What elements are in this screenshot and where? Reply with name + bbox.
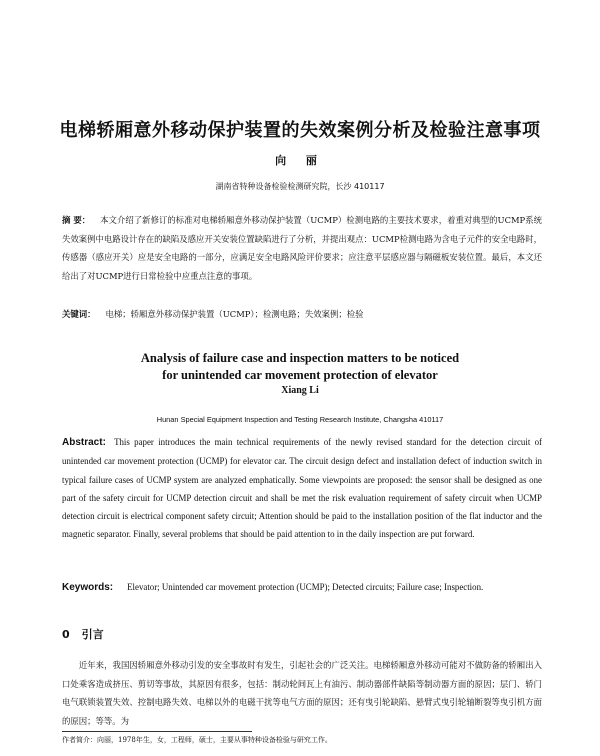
author-footnote: 作者简介：向丽，1978年生，女，工程师，硕士，主要从事特种设备检验与研究工作。 (62, 736, 332, 744)
keywords-english (62, 579, 542, 596)
keywords-english-label: Keywords: (62, 582, 114, 593)
abstract-chinese-label: 摘 要： (62, 215, 91, 225)
keywords-chinese-label: 关键词： (62, 309, 96, 319)
keywords-english-text: Elevator; Unintended car movement protection (UCMP); Detected circuits; Failure case; Inspection. (127, 582, 484, 592)
abstract-english-label: Abstract: (62, 437, 106, 448)
affiliation-english: Hunan Special Equipment Inspection and Testing Research Institute, Changsha 410117 (156, 415, 444, 424)
section-heading-introduction (62, 626, 104, 642)
abstract-english-text: This paper introduces the main technical requirements of the newly revised standard for the detection circuit of unintended car movement protection (UCMP) for elevator car. The circuit design defect and installation defect of induction switch in typical failure cases of UCMP system are analyzed emphatically. Some viewpoints are proposed: the sensor shall be designed as one part of the safety circuit for UCMP detection circuit and shall be met the risk evaluation requirement of safety circuit when UCMP detection circuit is electrical component safety circuit; Attention should be paid to the installation position of the flat inductor and the magnetic separator. Finally, several problems that should be paid attention to in the daily inspection are put forward. (62, 437, 542, 540)
keywords-chinese (62, 306, 542, 322)
keywords-chinese-text: 电梯；轿厢意外移动保护装置（UCMP）；检测电路；失效案例；检验 (105, 309, 364, 319)
affiliation-chinese: 湖南省特种设备检验检测研究院，长沙 410117 (215, 182, 385, 191)
abstract-chinese (62, 211, 542, 285)
section-number: 0 (62, 628, 70, 641)
abstract-english (62, 433, 542, 544)
footnote-divider (62, 731, 252, 732)
abstract-chinese-text: 本文介绍了新修订的标准对电梯轿厢意外移动保护装置（UCMP）检测电路的主要技术要求，着重对典型的UCMP系统失效案例中电路设计存在的缺陷及感应开关安装位置缺陷进行了分析，并提出观点：UCMP检测电路为含电子元件的安全电路时，传感器（感应开关）应是安全电路的一部分，应满足安全电路风险评价要求；应注意平层感应器与隔磁板安装位置。最后，本文还给出了对UCMP进行日常检验中应重点注意的事项。 (62, 215, 542, 281)
body-paragraph-text: 近年来，我国因轿厢意外移动引发的安全事故时有发生，引起社会的广泛关注。电梯轿厢意外移动可能对不做防备的轿厢出入口处乘客造成挤压、剪切等事故，其原因有很多，包括：制动轮间瓦上有油污、制动器部件缺陷等制动器方面的原因；层门、轿门电气联锁装置失效、控制电路失效、电梯以外的电磁干扰等电气方面的原因；还有曳引轮缺陷、悬臂式曳引轮轴断裂等曳引机方面的原因；等等。为 (62, 660, 542, 726)
title-english-line-1: Analysis of failure case and inspection matters to be noticed (140, 351, 460, 365)
title-english (0, 350, 600, 384)
author-english: Xiang Li (281, 385, 319, 396)
title-english-line-2: for unintended car movement protection of elevator (162, 368, 438, 382)
author-chinese: 向 丽 (275, 154, 325, 167)
section-title: 引言 (81, 628, 104, 641)
title-chinese: 电梯轿厢意外移动保护装置的失效案例分析及检验注意事项 (59, 120, 541, 141)
body-paragraph (62, 656, 542, 730)
